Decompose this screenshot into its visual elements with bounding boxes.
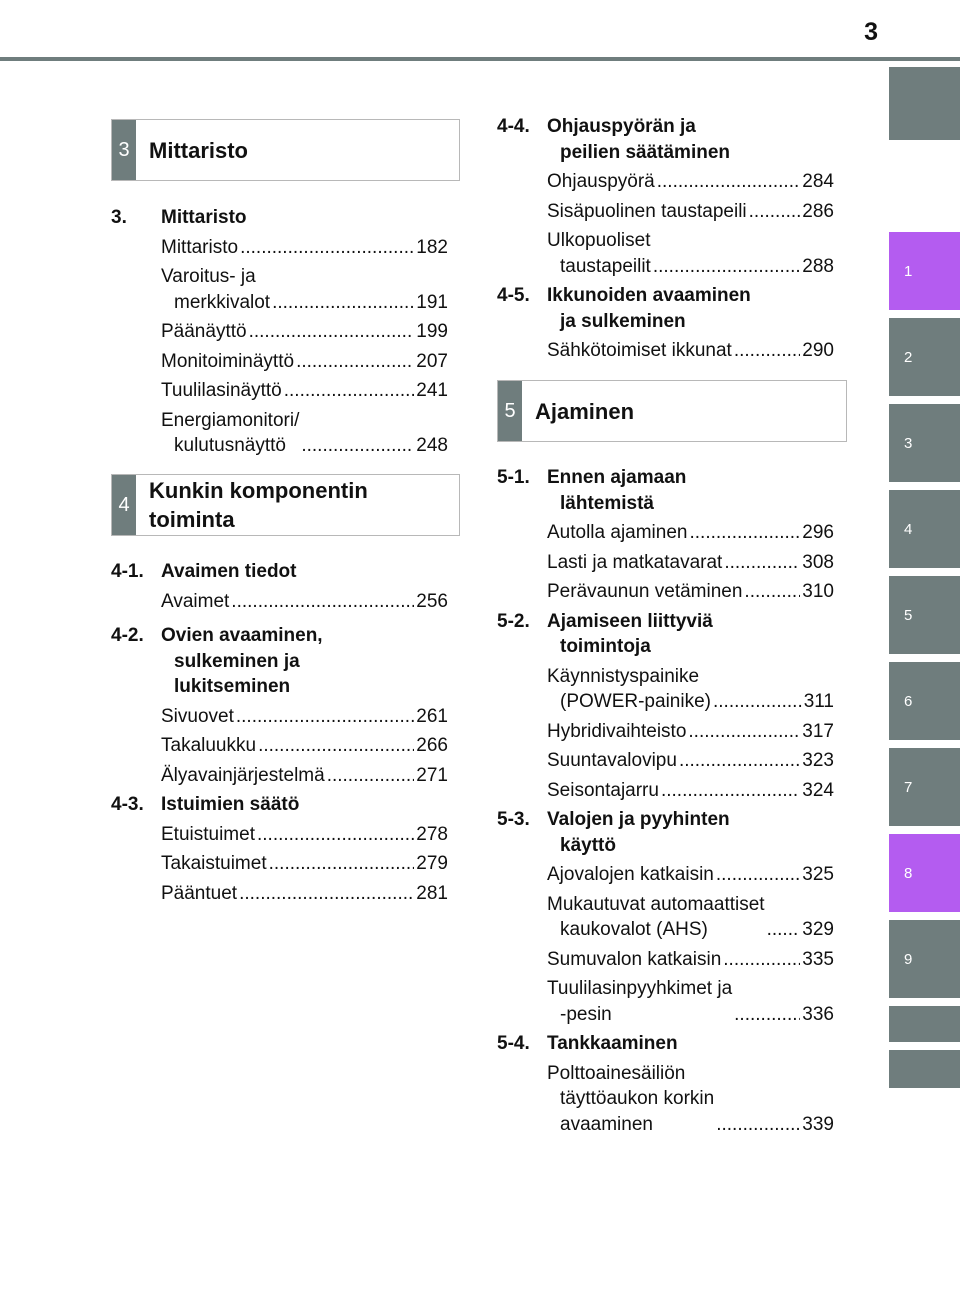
- toc-item[interactable]: Ohjauspyörä ..... 284: [497, 169, 834, 195]
- toc-heading[interactable]: 4-1. Avaimen tiedot: [111, 561, 297, 582]
- chapter-tab-2[interactable]: [889, 318, 960, 396]
- toc-item[interactable]: Takaluukku ..... 266: [111, 733, 448, 759]
- toc-heading[interactable]: 4-5. Ikkunoiden avaaminen ja sulkeminen: [497, 285, 751, 332]
- toc-item[interactable]: Avaimet ..... 256: [111, 589, 448, 615]
- chapter-tab-9[interactable]: [889, 920, 960, 998]
- chapter-tab-4[interactable]: [889, 490, 960, 568]
- chapter-tab-8[interactable]: [889, 834, 960, 912]
- toc-item[interactable]: Energiamonitori/ kulutusnäyttö ..... 248: [111, 408, 448, 459]
- section-header-3: [111, 119, 460, 181]
- toc-item[interactable]: Perävaunun vetäminen ..... 310: [497, 579, 834, 605]
- toc-heading[interactable]: 5-2. Ajamiseen liittyviä toimintoja: [497, 610, 713, 657]
- chapter-tab-label: 6: [904, 692, 913, 710]
- chapter-tab-label: 8: [904, 864, 913, 882]
- chapter-tab-label: 9: [904, 950, 913, 968]
- toc-item[interactable]: Lasti ja matkatavarat ..... 308: [497, 550, 834, 576]
- chapter-tab-label: 5: [904, 606, 913, 624]
- toc-item[interactable]: Hybridivaihteisto ..... 317: [497, 719, 834, 745]
- toc-item[interactable]: Sivuovet ..... 261: [111, 704, 448, 730]
- toc-heading[interactable]: 3. Mittaristo: [111, 207, 247, 228]
- top-rule: [0, 57, 960, 61]
- chapter-tab-label: 3: [904, 434, 913, 452]
- toc-item[interactable]: Takaistuimet ..... 279: [111, 851, 448, 877]
- toc-item[interactable]: Ulkopuoliset taustapeilit ..... 288: [497, 228, 834, 279]
- chapter-tab-label: 1: [904, 262, 913, 280]
- toc-item[interactable]: Suuntavalovipu ..... 323: [497, 748, 834, 774]
- toc-heading[interactable]: 4-4. Ohjauspyörän ja peilien säätäminen: [497, 116, 731, 163]
- toc-item[interactable]: Seisontajarru ..... 324: [497, 778, 834, 804]
- chapter-tab-1[interactable]: [889, 232, 960, 310]
- section-number: 4: [112, 475, 136, 535]
- toc-heading[interactable]: 4-3. Istuimien säätö: [111, 794, 300, 815]
- toc-item[interactable]: Mittaristo ..... 182: [111, 235, 448, 261]
- section-header-5: [497, 380, 847, 442]
- chapter-tab-blank-top[interactable]: [889, 67, 960, 140]
- toc-item[interactable]: Tuulilasinäyttö ..... 241: [111, 378, 448, 404]
- toc-chapter-4-continued: [497, 114, 834, 368]
- toc-item[interactable]: Autolla ajaminen ..... 296: [497, 520, 834, 546]
- section-number: 3: [112, 120, 136, 180]
- chapter-tab-5[interactable]: [889, 576, 960, 654]
- toc-heading[interactable]: 5-4. Tankkaaminen: [497, 1033, 678, 1054]
- toc-chapter-5: [497, 465, 834, 1141]
- section-title: Kunkin komponentin toiminta: [149, 478, 368, 532]
- toc-heading[interactable]: 5-1. Ennen ajamaan lähtemistä: [497, 467, 687, 514]
- section-title: Ajaminen: [535, 398, 635, 424]
- toc-chapter-3: [111, 205, 448, 463]
- chapter-tab-6[interactable]: [889, 662, 960, 740]
- toc-item[interactable]: Mukautuvat automaattiset kaukovalot (AHS) ..... 329: [497, 892, 834, 943]
- toc-item[interactable]: Sumuvalon katkaisin ..... 335: [497, 947, 834, 973]
- toc-item[interactable]: Polttoainesäiliön täyttöaukon korkin avaaminen ..... 339: [497, 1061, 834, 1138]
- chapter-tab-label: 7: [904, 778, 913, 796]
- toc-chapter-4: [111, 559, 448, 910]
- toc-item[interactable]: Sisäpuolinen taustapeili ..... 286: [497, 199, 834, 225]
- toc-heading[interactable]: 5-3. Valojen ja pyyhinten käyttö: [497, 809, 730, 856]
- toc-item[interactable]: Etuistuimet ..... 278: [111, 822, 448, 848]
- toc-item[interactable]: Älyavainjärjestelmä ..... 271: [111, 763, 448, 789]
- section-title: Mittaristo: [149, 137, 248, 163]
- chapter-tab-7[interactable]: [889, 748, 960, 826]
- page-number: 3: [864, 18, 878, 46]
- toc-item[interactable]: Päänäyttö ..... 199: [111, 319, 448, 345]
- chapter-tab-blank-b[interactable]: [889, 1050, 960, 1088]
- toc-item[interactable]: Käynnistyspainike (POWER-painike) ..... 311: [497, 664, 834, 715]
- toc-item[interactable]: Ajovalojen katkaisin ..... 325: [497, 862, 834, 888]
- toc-heading[interactable]: 4-2. Ovien avaaminen, sulkeminen ja lukitseminen: [111, 625, 323, 697]
- chapter-tab-label: 4: [904, 520, 913, 538]
- toc-item[interactable]: Monitoiminäyttö ..... 207: [111, 349, 448, 375]
- toc-item[interactable]: Pääntuet ..... 281: [111, 881, 448, 907]
- toc-item[interactable]: Tuulilasinpyyhkimet ja -pesin ..... 336: [497, 976, 834, 1027]
- toc-item[interactable]: Varoitus- ja merkkivalot ..... 191: [111, 264, 448, 315]
- chapter-tab-3[interactable]: [889, 404, 960, 482]
- toc-item[interactable]: Sähkötoimiset ikkunat ..... 290: [497, 338, 834, 364]
- section-header-4: [111, 474, 460, 536]
- section-number: 5: [498, 381, 522, 441]
- chapter-tab-blank-a[interactable]: [889, 1006, 960, 1042]
- chapter-tab-label: 2: [904, 348, 913, 366]
